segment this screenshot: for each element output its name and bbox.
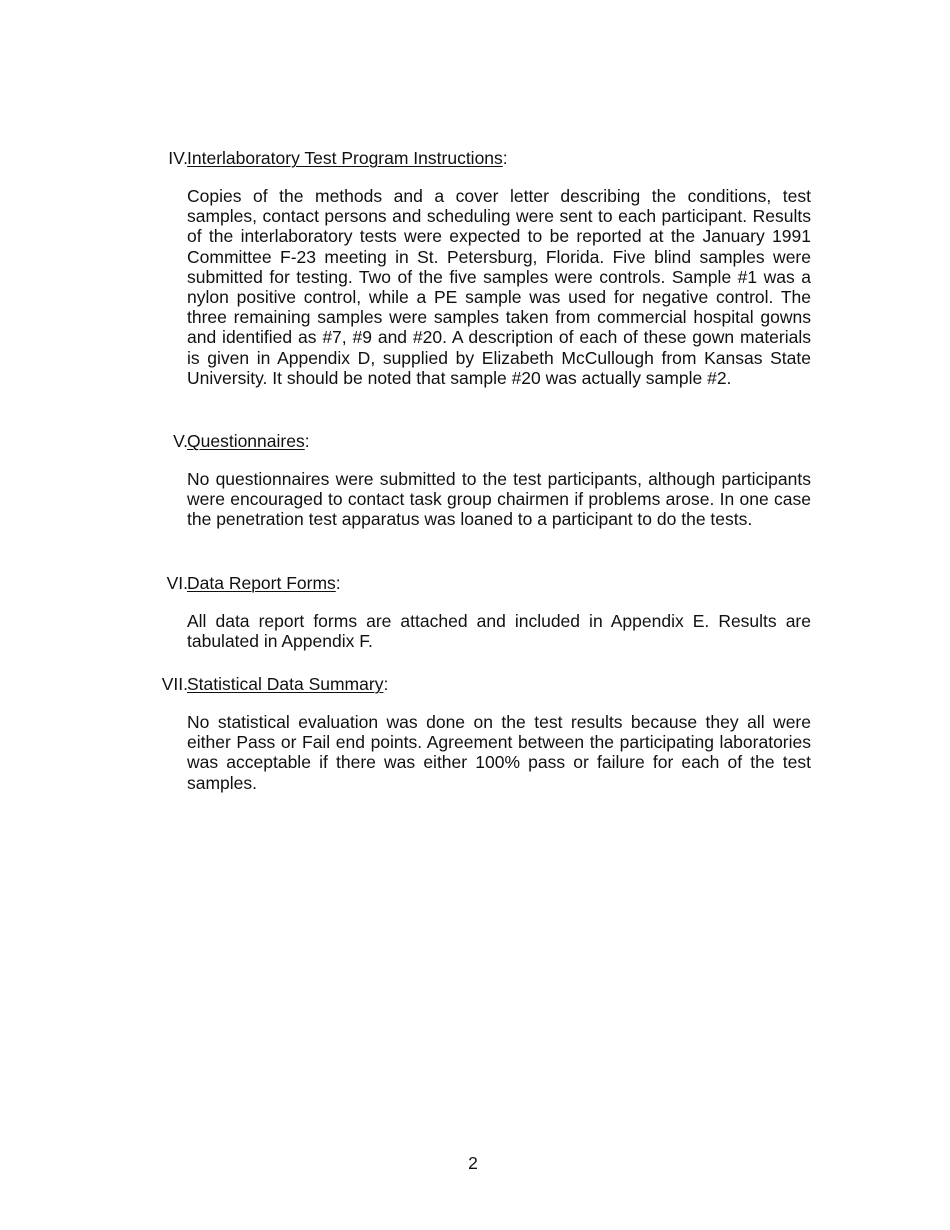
section-v [145, 430, 815, 530]
section-iv [145, 147, 815, 388]
section-body: No questionnaires were submitted to the test participants, although participants were encouraged to contact task group chairmen if problems arose. In one case the penetration test apparatus was loaned to a participant to do the tests. [187, 469, 811, 530]
section-numeral: VI. [166, 573, 188, 593]
section-title: Data Report Forms [187, 573, 336, 593]
section-body: No statistical evaluation was done on the test results because they all were either Pass or Fail end points. Agreement between the participating laboratories was acceptable if there was either 100% pass or failure for each of the test samples. [187, 712, 811, 793]
title-colon: : [335, 573, 341, 593]
section-heading [145, 430, 815, 452]
section-body: Copies of the methods and a cover letter describing the conditions, test samples, contact persons and scheduling were sent to each participant. Results of the interlaboratory tests were expected to be reported at the January 1991 Committee F-23 meeting in St. Petersburg, Florida. Five blind samples were submitted for testing. Two of the five samples were controls. Sample #1 was a nylon positive control, while a PE sample was used for negative control. The three remaining samples were samples taken from commercial hospital gowns and identified as #7, #9 and #20. A description of each of these gown materials is given in Appendix D, supplied by Elizabeth McCullough from Kansas State University. It should be noted that sample #20 was actually sample #2. [187, 186, 811, 388]
title-colon: : [383, 674, 389, 694]
section-heading [145, 572, 815, 594]
title-colon: : [304, 431, 310, 451]
title-colon: : [502, 148, 508, 168]
page-number: 2 [468, 1153, 478, 1173]
section-title: Statistical Data Summary [187, 674, 384, 694]
section-heading [145, 673, 815, 695]
section-heading [145, 147, 815, 169]
section-title: Interlaboratory Test Program Instructions [187, 148, 503, 168]
section-body: All data report forms are attached and included in Appendix E. Results are tabulated in Appendix F. [187, 611, 811, 652]
section-title: Questionnaires [187, 431, 305, 451]
section-numeral: IV. [168, 148, 188, 168]
section-vi [145, 572, 815, 651]
section-numeral: VII. [161, 674, 188, 694]
section-vii [145, 673, 815, 793]
section-numeral: V. [173, 431, 188, 451]
